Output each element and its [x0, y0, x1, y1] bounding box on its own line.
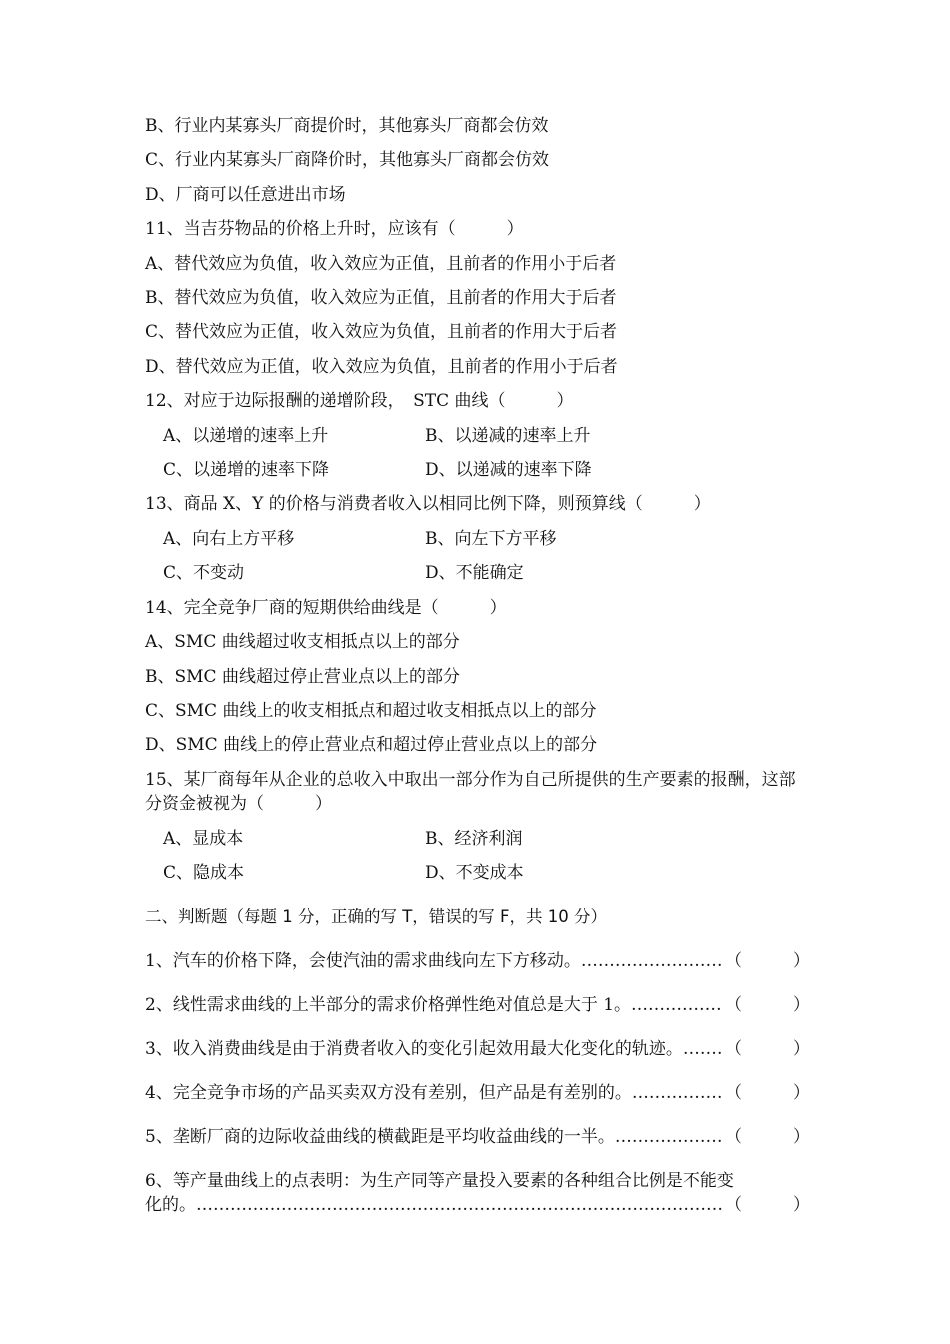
answer-blank[interactable]: （ ） — [725, 1083, 810, 1103]
q13-option-b: B、向左下方平移 — [425, 529, 557, 549]
q12-option-b: B、以递减的速率上升 — [425, 426, 591, 446]
q12-option-a: A、以递增的速率上升 — [163, 426, 329, 446]
judge-item-2 — [145, 993, 810, 1017]
q15-stem: 15、某厂商每年从企业的总收入中取出一部分作为自己所提供的生产要素的报酬，这部分资金被视为（ ） — [145, 770, 796, 814]
q14-stem: 14、完全竞争厂商的短期供给曲线是（ ） — [145, 598, 507, 618]
answer-blank[interactable]: （ ） — [725, 1195, 810, 1215]
q11-option-d: D、替代效应为正值，收入效应为负值，且前者的作用小于后者 — [145, 357, 618, 377]
leader-dots — [615, 1125, 723, 1149]
q15-option-d: D、不变成本 — [425, 863, 524, 883]
q13-option-c: C、不变动 — [163, 563, 245, 583]
leader-dots — [631, 993, 723, 1017]
leader-dots — [683, 1037, 723, 1061]
q15-option-b: B、经济利润 — [425, 829, 523, 849]
q10-option-c: C、行业内某寡头厂商降价时，其他寡头厂商都会仿效 — [145, 150, 550, 170]
q11-option-a: A、替代效应为负值，收入效应为正值，且前者的作用小于后者 — [145, 254, 617, 274]
judge-item-text: 4、完全竞争市场的产品买卖双方没有差别，但产品是有差别的。 — [145, 1083, 632, 1103]
answer-blank[interactable]: （ ） — [725, 1039, 810, 1059]
judge-item-5 — [145, 1125, 810, 1149]
q12-stem: 12、对应于边际报酬的递增阶段， STC 曲线（ ） — [145, 391, 574, 411]
judge-item-text: 化的。 — [145, 1195, 196, 1215]
judge-item-text: 3、收入消费曲线是由于消费者收入的变化引起效用最大化变化的轨迹。 — [145, 1039, 683, 1059]
judge-item-4 — [145, 1081, 810, 1105]
q11-stem: 11、当吉芬物品的价格上升时，应该有（ ） — [145, 219, 524, 239]
q15-option-a: A、显成本 — [163, 829, 244, 849]
q13-stem: 13、商品 X、Y 的价格与消费者收入以相同比例下降，则预算线（ ） — [145, 494, 711, 514]
q13-option-d: D、不能确定 — [425, 563, 524, 583]
judge-item-text: 1、汽车的价格下降，会使汽油的需求曲线向左下方移动。 — [145, 951, 581, 971]
q10-option-d: D、厂商可以任意进出市场 — [145, 185, 346, 205]
q14-option-c: C、SMC 曲线上的收支相抵点和超过收支相抵点以上的部分 — [145, 701, 597, 721]
judge-item-1 — [145, 949, 810, 973]
judge-item-3 — [145, 1037, 810, 1061]
q11-option-c: C、替代效应为正值，收入效应为负值，且前者的作用大于后者 — [145, 322, 618, 342]
answer-blank[interactable]: （ ） — [725, 1127, 810, 1147]
q12-option-d: D、以递减的速率下降 — [425, 460, 592, 480]
answer-blank[interactable]: （ ） — [725, 995, 810, 1015]
q10-option-b: B、行业内某寡头厂商提价时，其他寡头厂商都会仿效 — [145, 116, 549, 136]
judge-item-text: 2、线性需求曲线的上半部分的需求价格弹性绝对值总是大于 1。 — [145, 995, 632, 1015]
judge-item-text: 5、垄断厂商的边际收益曲线的横截距是平均收益曲线的一半。 — [145, 1127, 615, 1147]
q12-option-c: C、以递增的速率下降 — [163, 460, 330, 480]
q14-option-a: A、SMC 曲线超过收支相抵点以上的部分 — [145, 632, 460, 652]
q11-option-b: B、替代效应为负值，收入效应为正值，且前者的作用大于后者 — [145, 288, 617, 308]
leader-dots — [196, 1193, 723, 1217]
answer-blank[interactable]: （ ） — [725, 951, 810, 971]
section-2-title: 二、判断题（每题 1 分，正确的写 T，错误的写 F，共 10 分） — [145, 907, 608, 926]
judge-item-6-line2 — [145, 1193, 810, 1217]
q13-option-a: A、向右上方平移 — [163, 529, 295, 549]
judge-item-6-line1: 6、等产量曲线上的点表明：为生产同等产量投入要素的各种组合比例是不能变 — [145, 1171, 734, 1191]
q14-option-d: D、SMC 曲线上的停止营业点和超过停止营业点以上的部分 — [145, 735, 598, 755]
leader-dots — [632, 1081, 723, 1105]
q14-option-b: B、SMC 曲线超过停止营业点以上的部分 — [145, 667, 460, 687]
leader-dots — [581, 949, 723, 973]
q15-option-c: C、隐成本 — [163, 863, 245, 883]
